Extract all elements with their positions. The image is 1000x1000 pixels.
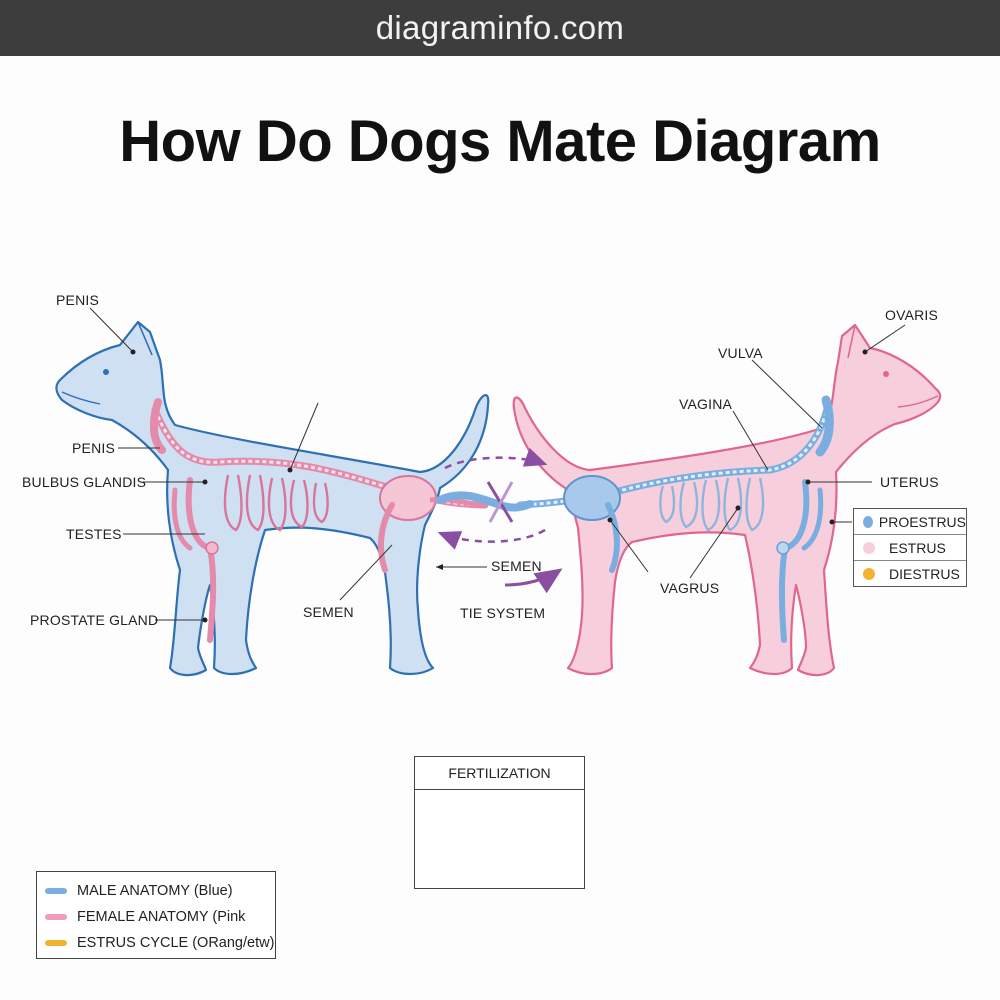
anatomy-legend-item <box>37 904 275 930</box>
anatomy-legend-label: FEMALE ANATOMY (Pink <box>77 909 246 925</box>
fertilization-title: FERTILIZATION <box>448 765 551 781</box>
anatomy-legend-item <box>37 878 275 904</box>
male-swatch-icon <box>45 888 67 894</box>
anatomy-legend-item <box>37 930 275 956</box>
female-swatch-icon <box>45 914 67 920</box>
estrus-legend-label: PROESTRUS <box>878 513 966 530</box>
label-semen-mid: SEMEN <box>491 558 542 574</box>
anatomy-legend-label: ESTRUS CYCLE (ORang/etw) <box>77 935 275 951</box>
estrus-swatch-icon <box>45 940 67 946</box>
estrus-legend-label: ESTRUS <box>889 539 946 556</box>
label-bulbus-glandis: BULBUS GLANDIS <box>22 474 147 490</box>
proestrus-dot-icon <box>863 516 873 528</box>
female-dog <box>514 325 940 675</box>
fertilization-box <box>414 756 585 889</box>
site-name[interactable]: diagraminfo.com <box>375 9 625 46</box>
label-vagina: VAGINA <box>679 396 733 412</box>
estrus-legend-item <box>854 535 966 561</box>
label-penis: PENIS <box>72 440 116 456</box>
label-testes: TESTES <box>66 526 122 542</box>
estrus-legend <box>853 508 967 587</box>
anatomy-legend <box>36 871 276 959</box>
diestrus-dot-icon <box>863 568 875 580</box>
label-uterus: UTERUS <box>880 474 939 490</box>
label-vagrus: VAGRUS <box>660 580 720 596</box>
page-title: How Do Dogs Mate Diagram <box>119 109 881 174</box>
label-vulva: VULVA <box>718 345 763 361</box>
anatomy-legend-label: MALE ANATOMY (Blue) <box>77 883 233 899</box>
arrow-bottom <box>440 530 545 542</box>
female-eye-icon <box>883 371 889 377</box>
estrus-dot-icon <box>863 542 875 554</box>
label-prostate-gland: PROSTATE GLAND <box>30 612 159 628</box>
label-tie-system: TIE SYSTEM <box>460 605 546 621</box>
estrus-legend-label: DIESTRUS <box>889 566 960 582</box>
label-semen-left: SEMEN <box>303 604 354 620</box>
estrus-legend-item <box>854 561 966 587</box>
label-ovaris: OVARIS <box>885 307 939 323</box>
male-eye-icon <box>103 369 109 375</box>
label-penis-top: PENIS <box>56 292 100 308</box>
estrus-legend-item <box>854 509 966 535</box>
fertilization-divider <box>415 789 584 790</box>
